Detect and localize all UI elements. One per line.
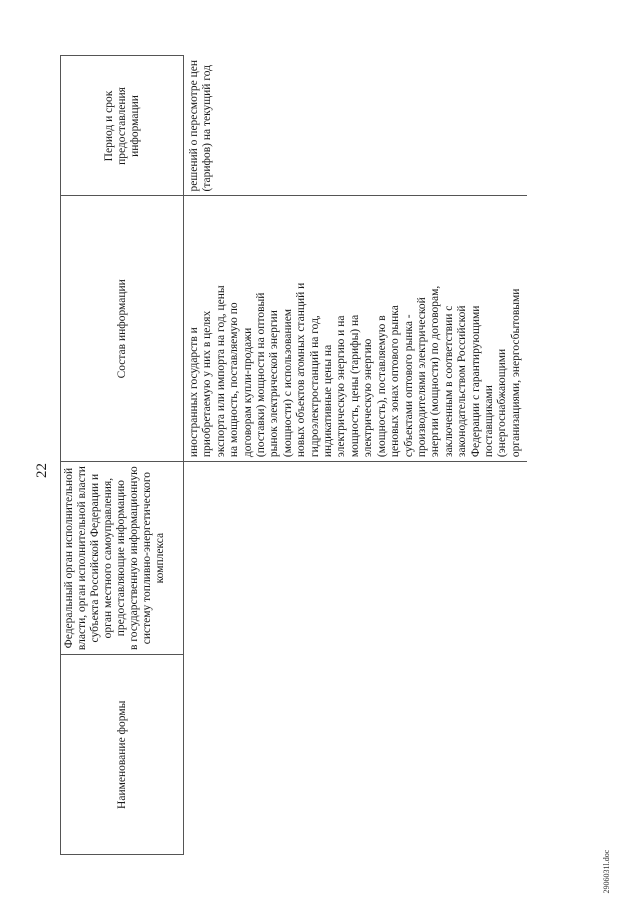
content-line: индикативные цены на: [322, 344, 335, 457]
content-line: электрическую энергию: [362, 338, 375, 457]
period-line: решений о пересмотре цен: [188, 59, 200, 191]
content-line: поставщиками: [482, 384, 495, 457]
table-row: [184, 56, 528, 855]
header-authority-line: предоставляющие информацию: [115, 479, 127, 636]
content-line: производителями электрической: [415, 296, 428, 457]
content-line: заключенным в соответствии с: [442, 305, 455, 457]
content-line: (мощность), поставляемую в: [375, 314, 388, 457]
content-line: мощность, цены (тарифы) на: [348, 314, 361, 457]
header-authority-line: систему топливно-энергетического: [141, 471, 153, 644]
header-content: Состав информации: [61, 195, 184, 461]
cell-period: [184, 56, 528, 196]
content-line: организациями, энергосбытовыми: [509, 288, 522, 457]
header-authority-line: комплекса: [154, 532, 166, 583]
content-line: (энергоснабжающими: [496, 348, 509, 457]
cell-content: [184, 195, 528, 461]
header-authority-line: Федеральный орган исполнительной: [63, 467, 75, 648]
content-line: законодательством Российской: [456, 305, 469, 457]
header-period-line: Период и срок: [102, 90, 115, 161]
table-header-row: [61, 56, 184, 855]
content-line: (поставки) мощности на оптовый: [255, 292, 268, 457]
content-line: (мощности) с использованием: [281, 308, 294, 457]
header-period: [61, 56, 184, 196]
cell-form-name: [184, 654, 528, 854]
content-line: Федерации с гарантирующими: [469, 305, 482, 457]
content-line: договорам купли-продажи: [241, 327, 254, 457]
content-line: электрическую энергию и на: [335, 315, 348, 457]
content-line: на мощность, поставляемую по: [228, 301, 241, 457]
header-authority-line: субъекта Российской Федерации и: [89, 473, 101, 642]
header-authority: [61, 461, 184, 654]
header-period-line: предоставления: [115, 86, 128, 165]
content-line: субъектами оптового рынка -: [402, 313, 415, 457]
header-form-name: Наименование формы: [61, 654, 184, 854]
content-line: приобретаемую у них в целях: [201, 310, 214, 457]
content-line: рынок электрической энергии: [268, 309, 281, 457]
header-period-line: информации: [128, 94, 141, 157]
content-line: иностранных государств и: [188, 326, 200, 457]
content-line: энергии (мощности) по договорам,: [429, 285, 442, 457]
page-number: 22: [34, 462, 50, 478]
header-authority-line: власти, орган исполнительной власти: [76, 465, 88, 650]
cell-authority: [184, 461, 528, 654]
period-line: (тарифов) на текущий год: [201, 64, 214, 191]
header-authority-line: орган местного самоуправления,: [102, 477, 114, 638]
content-line: гидроэлектростанций на год,: [308, 314, 321, 457]
document-filename: 2906031l.doc: [602, 849, 611, 893]
content-line: экспорта или импорта на год, цены: [214, 284, 227, 457]
content-line: новых объектов атомных станций и: [295, 282, 308, 457]
information-table: [60, 55, 527, 855]
header-authority-line: в государственную информационную: [128, 465, 140, 650]
content-line: ценовых зонах оптового рынка: [389, 304, 402, 457]
